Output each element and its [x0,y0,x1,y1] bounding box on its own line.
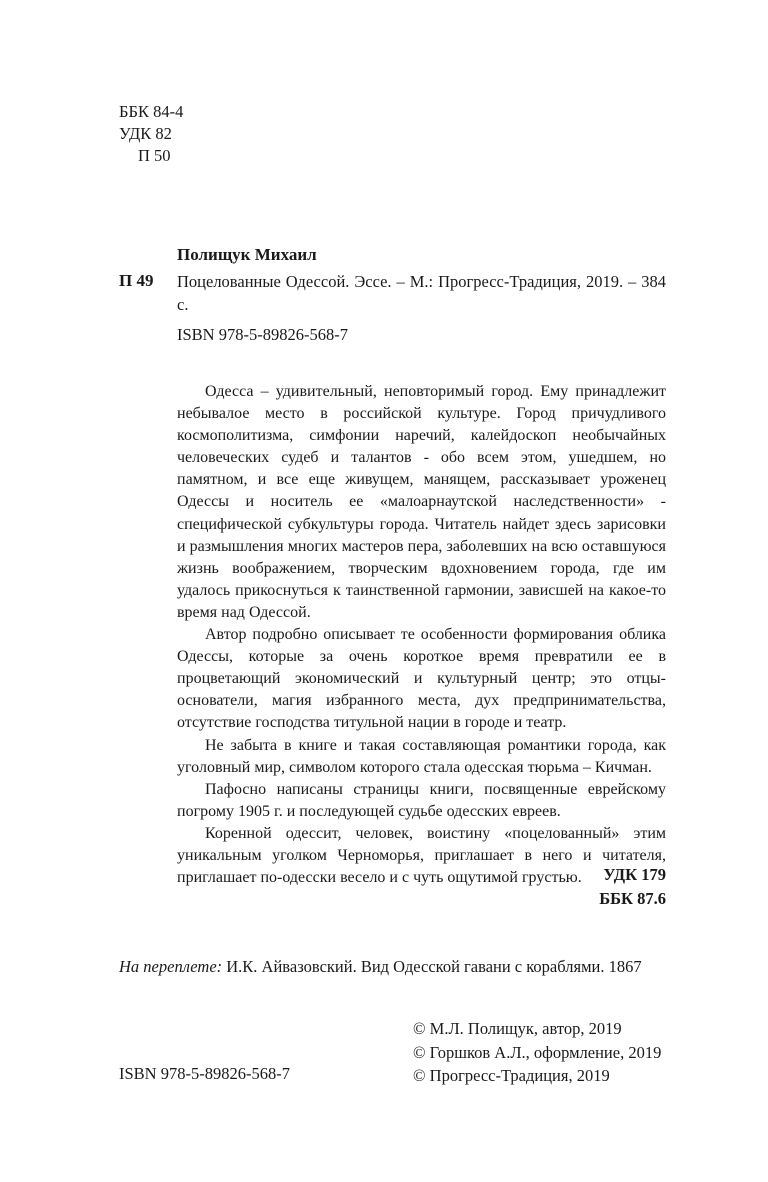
record-code: П 49 [119,271,154,290]
author-name: Полищук Михаил [177,245,317,264]
abstract-paragraph: Не забыта в книге и такая составляющая романтики города, как уголовный мир, символом которого стала одесская тюрьма – Кичман. [177,736,666,776]
bbk-classification: ББК 87.6 [599,889,666,908]
cover-note [119,956,642,978]
bibliographic-title: Поцелованные Одессой. Эссе. – М.: Прогресс-Традиция, 2019. – 384 с. [177,272,666,314]
copyright-block [413,1017,661,1088]
classification-codes [599,863,666,911]
udk-code: УДК 82 [119,124,172,143]
abstract [177,381,666,889]
abstract-paragraph: Коренной одессит, человек, воистину «поцелованный» этим уникальным уголком Черноморья, приглашает в него и читателя, приглашает по-одесски весело и с чуть ощутимой грустью. [177,824,666,887]
copyright-line: © М.Л. Полищук, автор, 2019 [413,1019,622,1038]
record-isbn: ISBN 978-5-89826-568-7 [177,325,348,344]
bbk-code: ББК 84-4 [119,102,184,121]
header-codes [119,101,183,167]
author-sign-code: П 50 [138,146,171,165]
bottom-isbn: ISBN 978-5-89826-568-7 [119,1064,290,1083]
abstract-paragraph: Автор подробно описывает те особенности формирования облика Одессы, которые за очень короткое время превратили ее в процветающий экономический и культурный центр; это отцы-основатели, магия избранного места, дух предпринимательства, отсутствие господства титульной нации в городе и театр. [177,626,666,732]
udk-classification: УДК 179 [603,865,666,884]
cover-note-label: На переплете: [119,957,223,976]
copyright-line: © Прогресс-Традиция, 2019 [413,1066,610,1085]
copyright-line: © Горшков А.Л., оформление, 2019 [413,1042,662,1062]
cover-note-text: И.К. Айвазовский. Вид Одесской гавани с кораблями. 1867 [226,957,642,976]
abstract-paragraph: Пафосно написаны страницы книги, посвященные еврейскому погрому 1905 г. и последующей судьбе одесских евреев. [177,780,666,820]
abstract-paragraph: Одесса – удивительный, неповторимый город. Ему принадлежит небывалое место в российской культуре. Город причудливого космополитизма, симфонии наречий, калейдоскоп необычайных человеческих судеб и талантов - обо всем этом, ушедшем, но памятном, и все еще живущем, манящем, рассказывает уроженец Одессы и носитель ее «малоарнаутской наследственности» - специфической субкультуры города. Читатель найдет здесь зарисовки и размышления многих мастеров пера, заболевших на всю оставшуюся жизнь воображением, творческим вдохновением города, где им удалось прикоснуться к таинственной гармонии, зависшей на какое-то время над Одессой. [177,383,666,621]
